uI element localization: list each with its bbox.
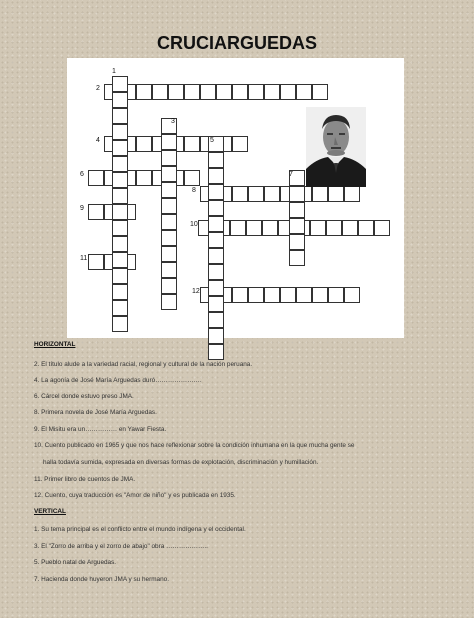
crossword-cell[interactable]: [289, 234, 305, 250]
crossword-cell[interactable]: [246, 220, 262, 236]
crossword-cell[interactable]: [112, 220, 128, 236]
vertical-heading: VERTICAL: [34, 508, 66, 515]
horizontal-heading: HORIZONTAL: [34, 341, 76, 348]
crossword-cell[interactable]: [342, 220, 358, 236]
crossword-cell[interactable]: [152, 84, 168, 100]
crossword-cell[interactable]: [264, 84, 280, 100]
crossword-cell[interactable]: [328, 287, 344, 303]
crossword-cell[interactable]: [208, 248, 224, 264]
clue-h4: 4. La agonía de José María Arguedas duró………………….: [34, 377, 202, 384]
crossword-cell[interactable]: [208, 216, 224, 232]
crossword-cell[interactable]: [232, 136, 248, 152]
crossword-cell[interactable]: [112, 156, 128, 172]
crossword-cell[interactable]: [344, 186, 360, 202]
clue-number-3: 3: [171, 118, 175, 125]
crossword-cell[interactable]: [161, 182, 177, 198]
crossword-cell[interactable]: [358, 220, 374, 236]
crossword-cell[interactable]: [208, 232, 224, 248]
clue-h2: 2. El título alude a la variedad racial, regional y cultural de la nación peruana.: [34, 361, 253, 368]
portrait-photo: [306, 107, 366, 187]
crossword-cell[interactable]: [232, 186, 248, 202]
clue-h8: 8. Primera novela de José María Arguedas.: [34, 409, 157, 416]
crossword-cell[interactable]: [112, 204, 128, 220]
crossword-cell[interactable]: [208, 328, 224, 344]
clue-h10: 10. Cuento publicado en 1965 y que nos hace reflexionar sobre la condición inhumana en la que mucha gente se: [34, 442, 355, 449]
crossword-cell[interactable]: [112, 300, 128, 316]
crossword-cell[interactable]: [208, 280, 224, 296]
crossword-cell[interactable]: [161, 246, 177, 262]
crossword-cell[interactable]: [161, 262, 177, 278]
clue-h6: 6. Cárcel donde estuvo preso JMA.: [34, 393, 134, 400]
crossword-cell[interactable]: [262, 220, 278, 236]
clue-number-4: 4: [96, 137, 100, 144]
crossword-cell[interactable]: [112, 172, 128, 188]
crossword-cell[interactable]: [161, 134, 177, 150]
crossword-cell[interactable]: [264, 287, 280, 303]
crossword-cell[interactable]: [312, 287, 328, 303]
crossword-cell[interactable]: [200, 84, 216, 100]
crossword-cell[interactable]: [88, 254, 104, 270]
crossword-cell[interactable]: [344, 287, 360, 303]
crossword-cell[interactable]: [280, 84, 296, 100]
clue-h9: 9. El Misitu era un…………… en Yawar Fiesta.: [34, 426, 167, 433]
clue-v1: 1. Su tema principal es el conflicto entre el mundo indígena y el occidental.: [34, 526, 246, 533]
crossword-cell[interactable]: [208, 184, 224, 200]
crossword-cell[interactable]: [112, 268, 128, 284]
crossword-cell[interactable]: [232, 287, 248, 303]
crossword-cell[interactable]: [112, 92, 128, 108]
crossword-cell[interactable]: [208, 152, 224, 168]
crossword-cell[interactable]: [280, 287, 296, 303]
clue-number-7: 7: [289, 171, 293, 178]
clue-v5: 5. Pueblo natal de Arguedas.: [34, 559, 117, 566]
crossword-cell[interactable]: [208, 200, 224, 216]
crossword-cell[interactable]: [184, 136, 200, 152]
crossword-cell[interactable]: [112, 188, 128, 204]
crossword-cell[interactable]: [112, 76, 128, 92]
crossword-cell[interactable]: [289, 186, 305, 202]
crossword-cell[interactable]: [230, 220, 246, 236]
crossword-cell[interactable]: [208, 312, 224, 328]
crossword-board: [67, 58, 404, 338]
crossword-cell[interactable]: [88, 170, 104, 186]
crossword-cell[interactable]: [310, 220, 326, 236]
crossword-cell[interactable]: [296, 287, 312, 303]
crossword-cell[interactable]: [312, 84, 328, 100]
clue-h11: 11. Primer libro de cuentos de JMA.: [34, 476, 136, 483]
crossword-cell[interactable]: [161, 230, 177, 246]
crossword-cell[interactable]: [136, 84, 152, 100]
crossword-cell[interactable]: [184, 170, 200, 186]
crossword-cell[interactable]: [208, 296, 224, 312]
crossword-cell[interactable]: [112, 316, 128, 332]
crossword-cell[interactable]: [184, 84, 200, 100]
crossword-cell[interactable]: [328, 186, 344, 202]
crossword-cell[interactable]: [248, 287, 264, 303]
crossword-cell[interactable]: [232, 84, 248, 100]
clue-h12: 12. Cuento, cuya traducción es "Amor de niño" y es publicada en 1935.: [34, 492, 236, 499]
crossword-cell[interactable]: [326, 220, 342, 236]
crossword-cell[interactable]: [289, 218, 305, 234]
clue-number-1: 1: [112, 68, 116, 75]
crossword-cell[interactable]: [88, 204, 104, 220]
clue-number-6: 6: [80, 171, 84, 178]
clue-number-8: 8: [192, 187, 196, 194]
crossword-cell[interactable]: [112, 108, 128, 124]
crossword-cell[interactable]: [161, 294, 177, 310]
crossword-cell[interactable]: [248, 84, 264, 100]
crossword-cell[interactable]: [112, 284, 128, 300]
crossword-cell[interactable]: [312, 186, 328, 202]
clue-h10-continued: halla todavía sumida, expresada en diversas formas de explotación, discriminación y humillación.: [43, 459, 319, 466]
clue-v3: 3. El "Zorro de arriba y el zorro de abajo" obra ………………..: [34, 543, 208, 550]
crossword-cell[interactable]: [161, 214, 177, 230]
clue-number-2: 2: [96, 85, 100, 92]
crossword-cell[interactable]: [289, 250, 305, 266]
crossword-cell[interactable]: [161, 166, 177, 182]
clue-number-12: 12: [192, 288, 200, 295]
crossword-cell[interactable]: [161, 150, 177, 166]
page-title: CRUCIARGUEDAS: [156, 33, 317, 53]
crossword-cell[interactable]: [112, 236, 128, 252]
clue-number-10: 10: [190, 221, 198, 228]
clue-number-9: 9: [80, 205, 84, 212]
crossword-cell[interactable]: [296, 84, 312, 100]
clue-number-11: 11: [80, 255, 88, 262]
crossword-cell[interactable]: [248, 186, 264, 202]
crossword-cell[interactable]: [208, 264, 224, 280]
crossword-cell[interactable]: [112, 252, 128, 268]
clue-number-5: 5: [210, 137, 214, 144]
crossword-cell[interactable]: [168, 84, 184, 100]
crossword-cell[interactable]: [136, 170, 152, 186]
crossword-cell[interactable]: [161, 278, 177, 294]
crossword-cell[interactable]: [112, 124, 128, 140]
crossword-cell[interactable]: [161, 198, 177, 214]
crossword-cell[interactable]: [112, 140, 128, 156]
clue-v7: 7. Hacienda donde huyeron JMA y su hermano.: [34, 576, 169, 583]
crossword-cell[interactable]: [208, 168, 224, 184]
crossword-cell[interactable]: [136, 136, 152, 152]
crossword-cell[interactable]: [289, 202, 305, 218]
crossword-cell[interactable]: [216, 84, 232, 100]
crossword-cell[interactable]: [208, 344, 224, 360]
crossword-cell[interactable]: [264, 186, 280, 202]
crossword-cell[interactable]: [374, 220, 390, 236]
